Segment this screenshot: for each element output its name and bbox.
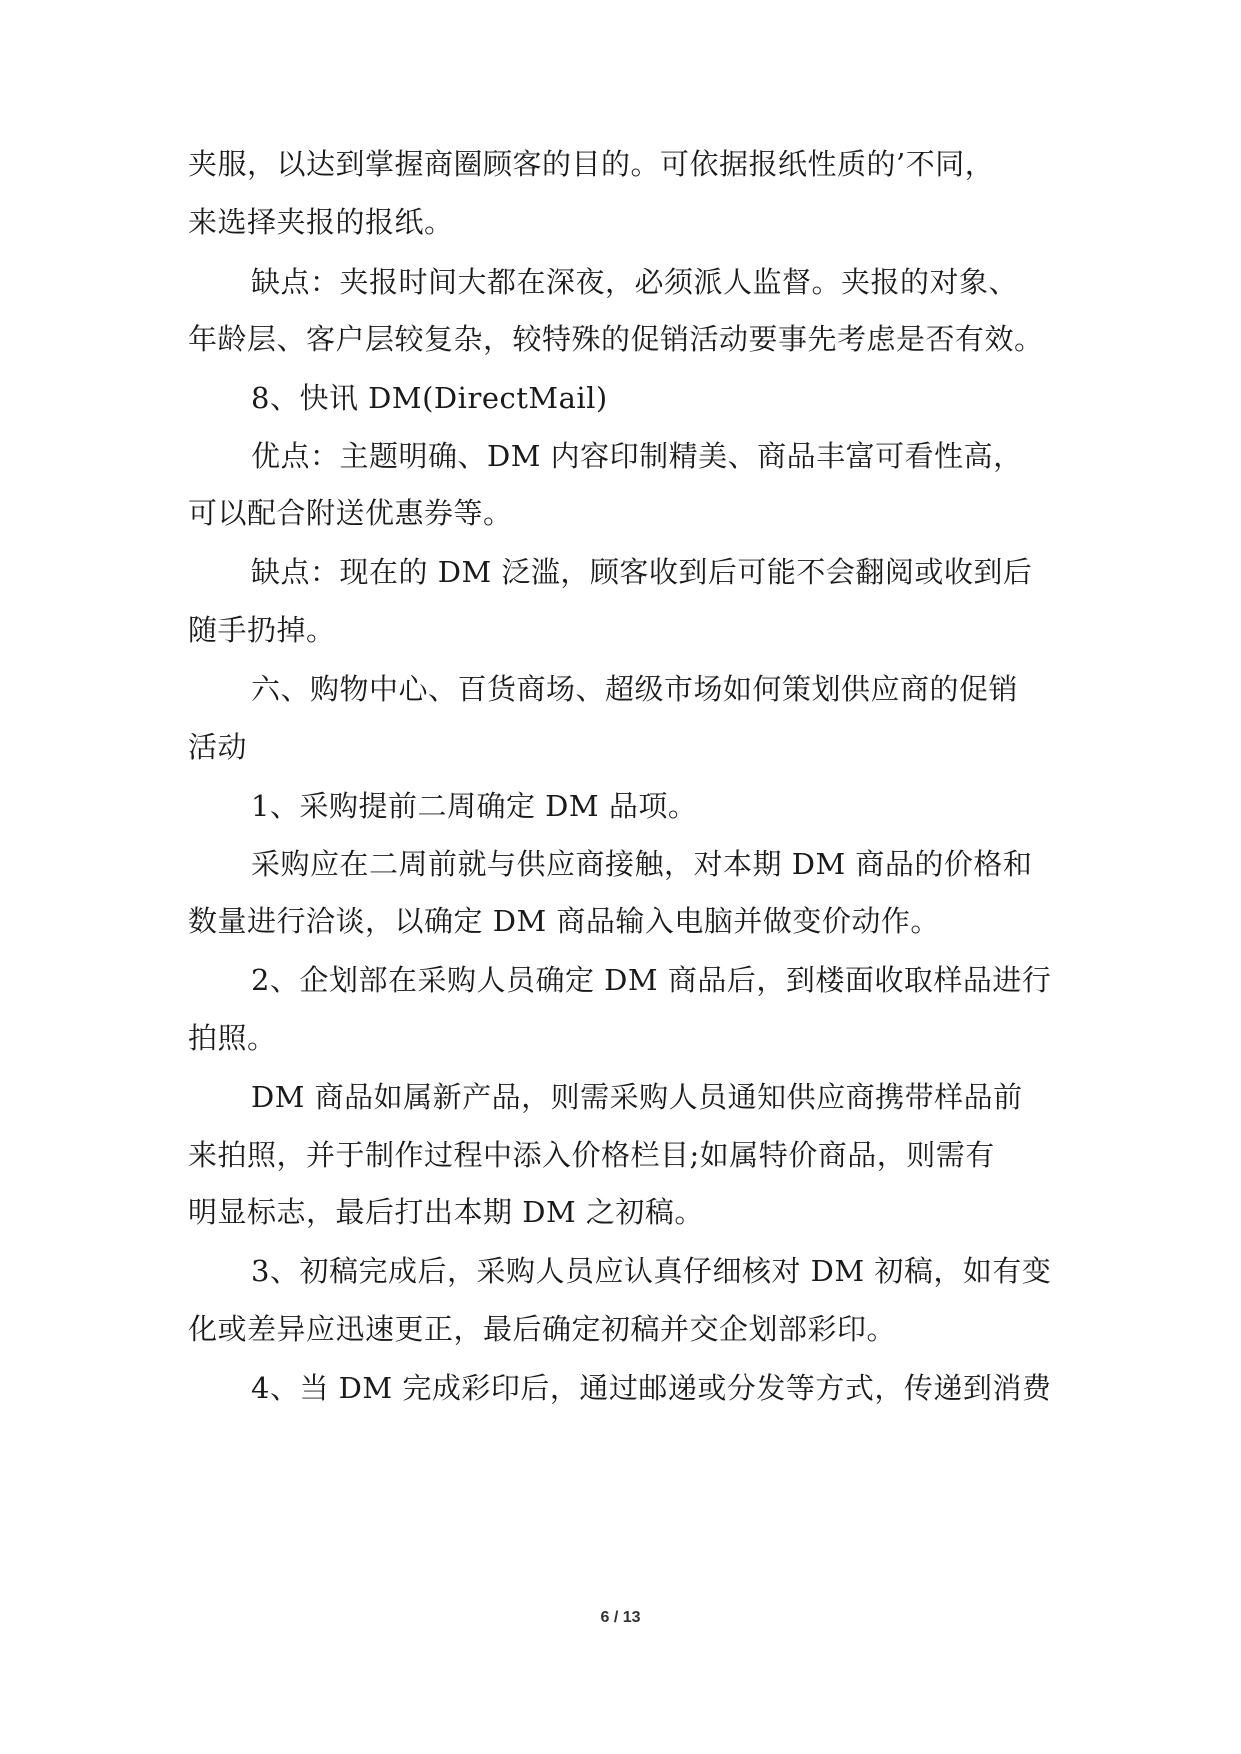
text-line: 1、采购提前二周确定 DM 品项。 — [251, 789, 698, 823]
text-line: 明显标志，最后打出本期 DM 之初稿。 — [188, 1195, 704, 1229]
text-line: 拍照。 — [188, 1021, 277, 1055]
text-line: 缺点：夹报时间大都在深夜，必须派人监督。夹报的对象、 — [251, 265, 1019, 299]
text-line: 来选择夹报的报纸。 — [188, 205, 454, 239]
text-line: 夹服，以达到掌握商圈顾客的目的。可依据报纸性质的’不同， — [188, 147, 995, 181]
text-line: 3、初稿完成后，采购人员应认真仔细核对 DM 初稿，如有变 — [251, 1254, 1052, 1288]
section-heading: 六、购物中心、百货商场、超级市场如何策划供应商的促销 — [251, 672, 1019, 706]
page-number: 6 / 13 — [600, 1609, 641, 1626]
text-line: 2、企划部在采购人员确定 DM 商品后，到楼面收取样品进行 — [251, 963, 1052, 997]
section-heading: 8、快讯 DM(DirectMail) — [251, 381, 608, 415]
text-line: 采购应在二周前就与供应商接触，对本期 DM 商品的价格和 — [251, 847, 1033, 881]
text-line: 缺点：现在的 DM 泛滥，顾客收到后可能不会翻阅或收到后 — [251, 555, 1033, 589]
section-heading: 活动 — [188, 730, 248, 764]
text-line: 可以配合附送优惠券等。 — [188, 496, 513, 530]
text-line: 来拍照，并于制作过程中添入价格栏目;如属特价商品，则需有 — [188, 1138, 995, 1172]
text-line: 化或差异应迅速更正，最后确定初稿并交企划部彩印。 — [188, 1312, 897, 1346]
text-line: 优点：主题明确、DM 内容印制精美、商品丰富可看性高， — [251, 439, 1023, 473]
text-line: 4、当 DM 完成彩印后，通过邮递或分发等方式，传递到消费 — [251, 1371, 1052, 1405]
text-line: 随手扔掉。 — [188, 613, 336, 647]
text-line: DM 商品如属新产品，则需采购人员通知供应商携带样品前 — [251, 1080, 1023, 1114]
text-line: 数量进行洽谈，以确定 DM 商品输入电脑并做变价动作。 — [188, 904, 940, 938]
text-line: 年龄层、客户层较复杂，较特殊的促销活动要事先考虑是否有效。 — [188, 322, 1044, 356]
